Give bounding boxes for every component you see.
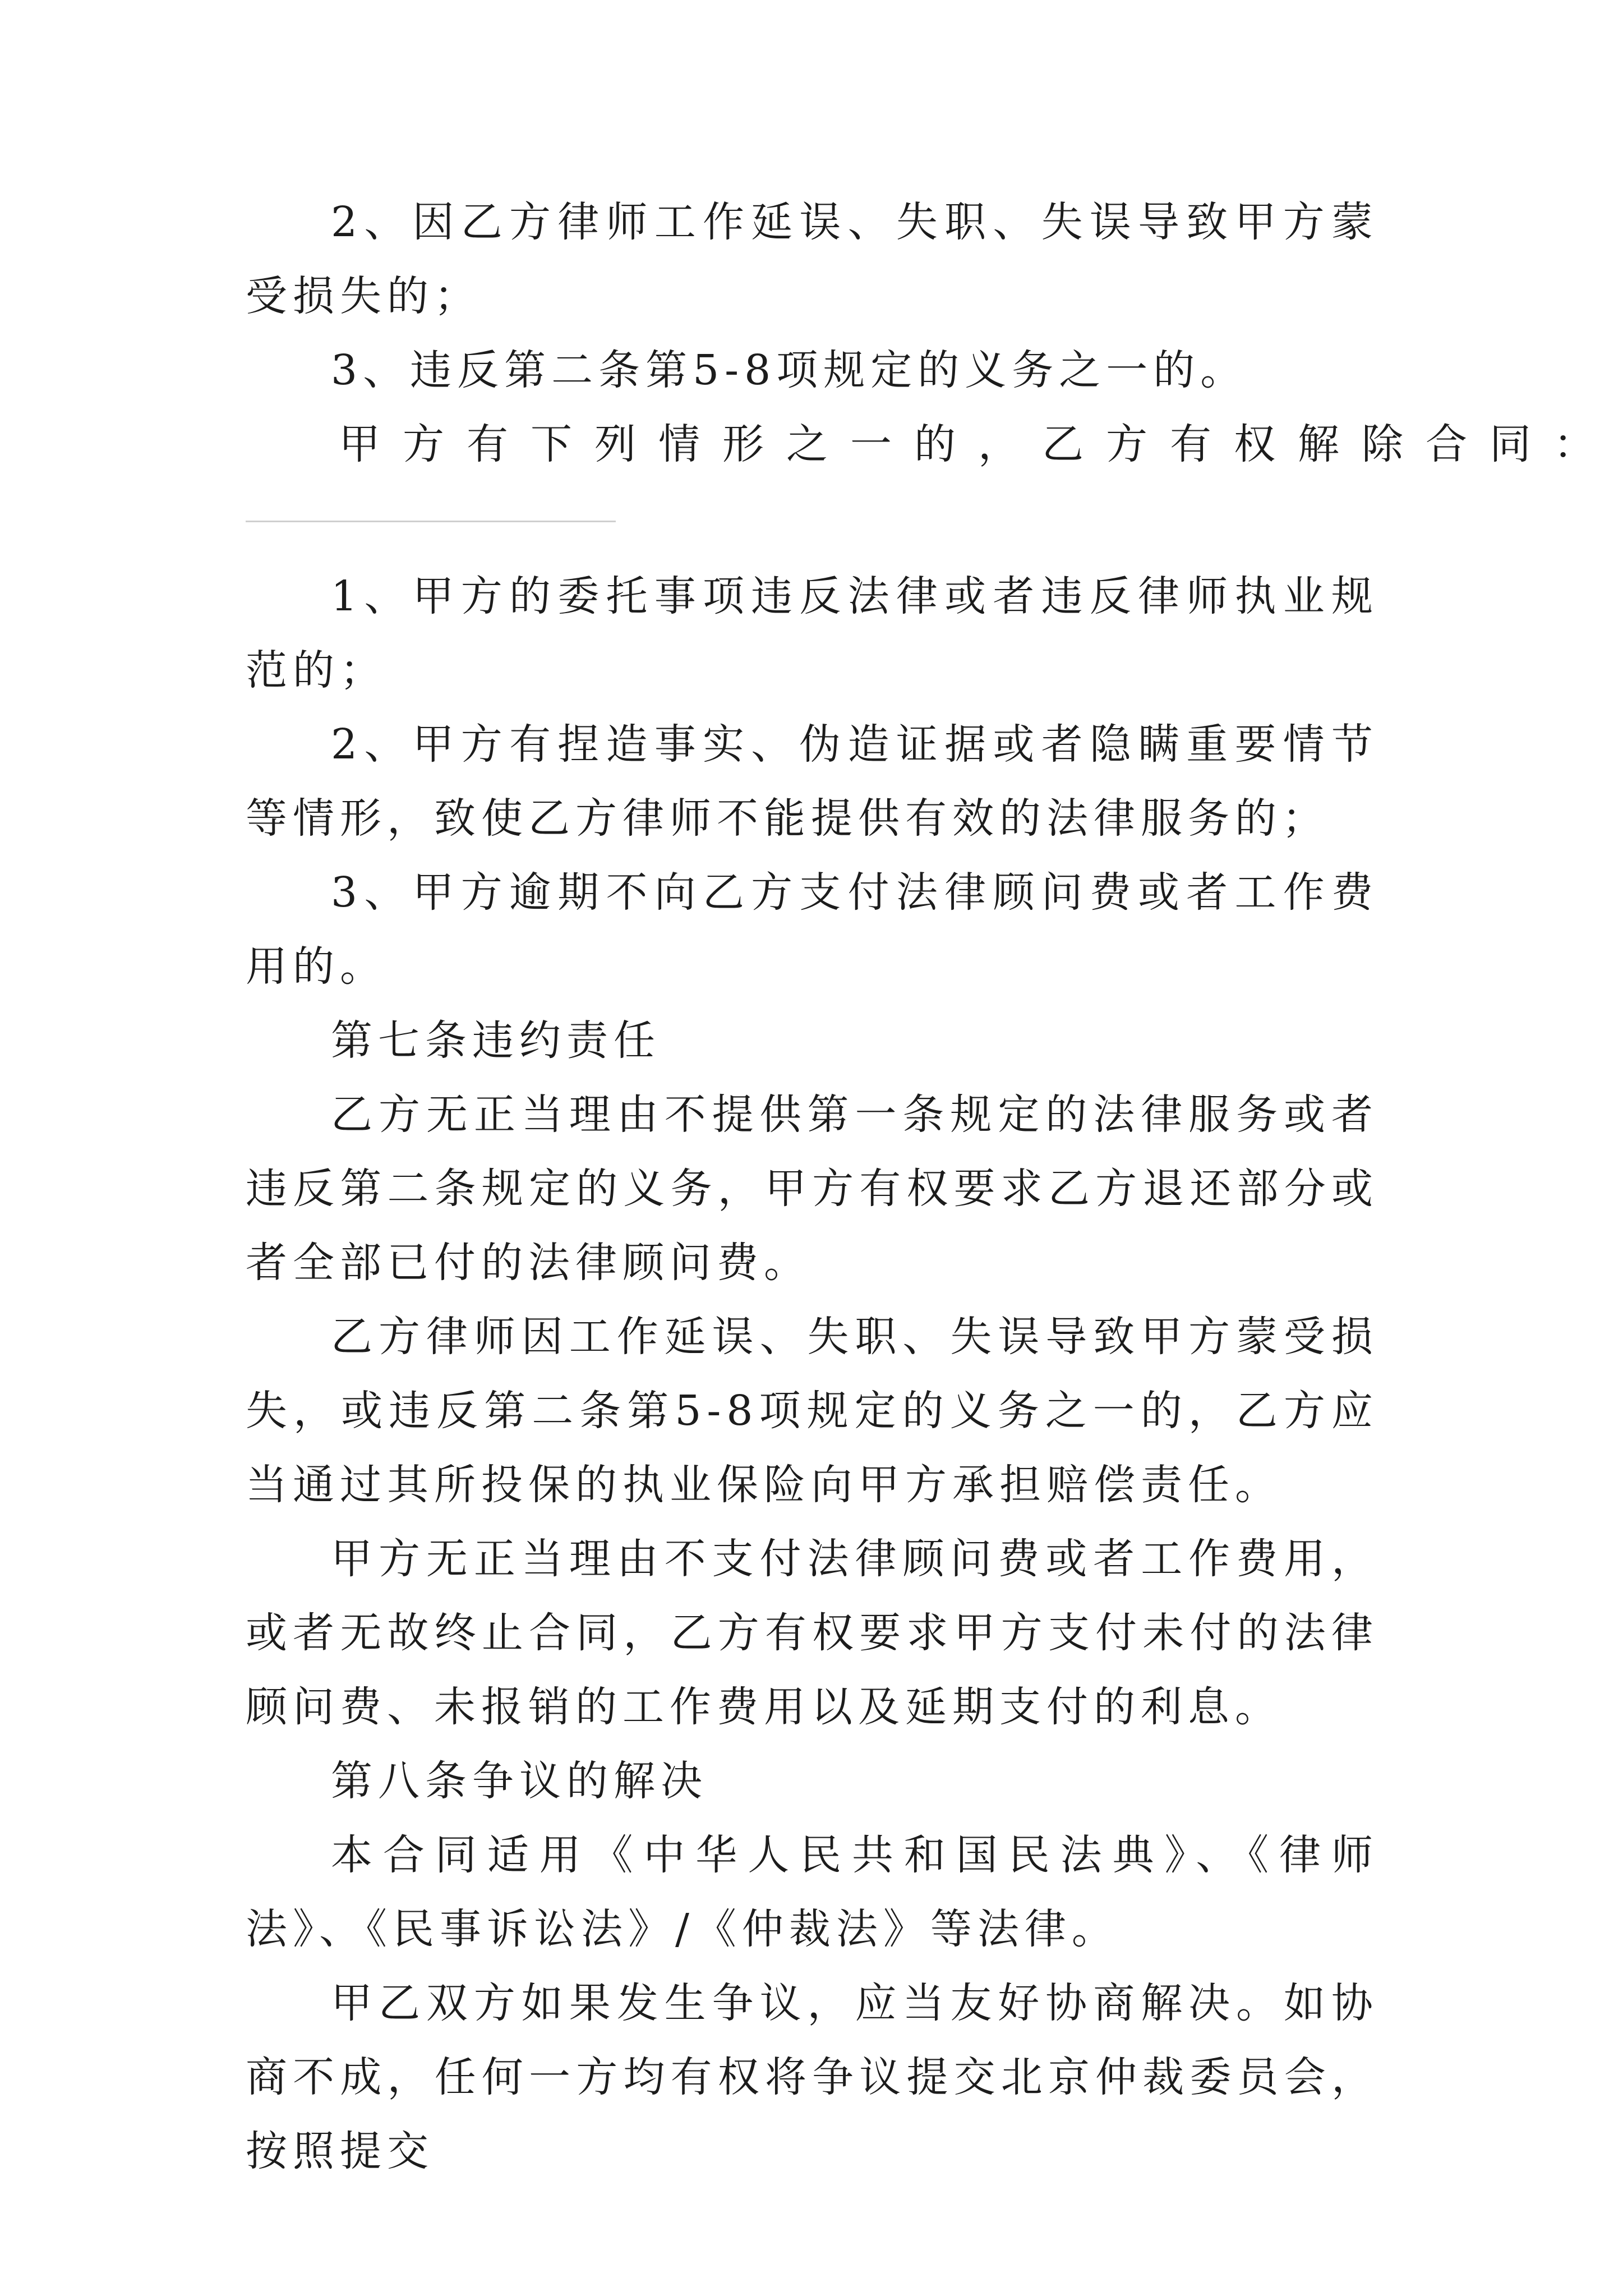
article-8-paragraph: 本合同适用《中华人民共和国民法典》、《律师法》、《民事诉讼法》/《仲裁法》等法律。 — [246, 1831, 1378, 1953]
article-7-paragraph: 乙方无正当理由不提供第一条规定的法律服务或者违反第二条规定的义务，甲方有权要求乙方退还部分或者全部已付的法律顾问费。 — [246, 1091, 1378, 1287]
article-7-paragraph: 乙方律师因工作延误、失职、失误导致甲方蒙受损失，或违反第二条第5-8项规定的义务之一的，乙方应当通过其所投保的执业保险向甲方承担赔偿责任。 — [246, 1313, 1378, 1509]
article-8-paragraph: 甲乙双方如果发生争议，应当友好协商解决。如协商不成，任何一方均有权将争议提交北京仲裁委员会，按照提交 — [246, 1979, 1378, 2175]
termination-heading: 甲方有下列情形之一的，乙方有权解除合同： — [339, 420, 1617, 468]
article-7-title: 第七条违约责任 — [331, 1016, 661, 1065]
clause-paragraph: 3、违反第二条第5-8项规定的义务之一的。 — [331, 346, 1248, 394]
article-7-paragraph: 甲方无正当理由不支付法律顾问费或者工作费用，或者无故终止合同，乙方有权要求甲方支付未付的法律顾问费、未报销的工作费用以及延期支付的利息。 — [246, 1535, 1378, 1731]
clause-paragraph: 2、甲方有捏造事实、伪造证据或者隐瞒重要情节等情形，致使乙方律师不能提供有效的法律服务的； — [246, 720, 1378, 843]
clause-paragraph: 1、甲方的委托事项违反法律或者违反律师执业规范的； — [246, 572, 1378, 694]
clause-paragraph: 2、因乙方律师工作延误、失职、失误导致甲方蒙受损失的； — [246, 198, 1378, 320]
divider-line — [246, 521, 616, 522]
article-8-title: 第八条争议的解决 — [331, 1757, 708, 1805]
clause-paragraph: 3、甲方逾期不向乙方支付法律顾问费或者工作费用的。 — [246, 868, 1378, 991]
document-body — [246, 185, 1617, 2188]
